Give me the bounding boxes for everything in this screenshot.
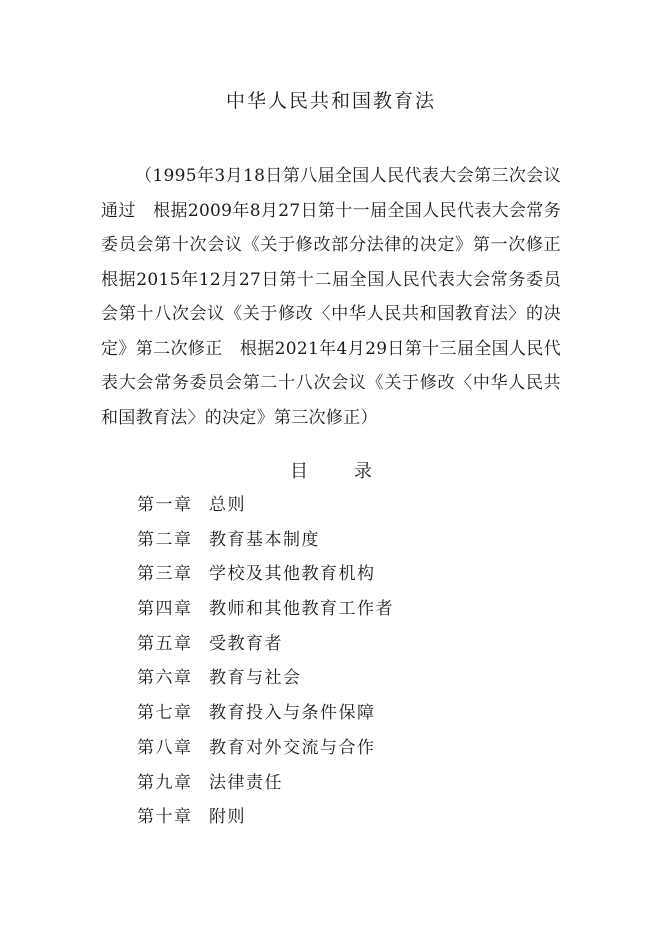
chapter-number: 第十章 xyxy=(137,807,193,828)
chapter-title: 受教育者 xyxy=(209,633,283,654)
chapter-title: 教育基本制度 xyxy=(209,529,320,550)
toc-heading-char-1: 目 xyxy=(290,461,308,482)
chapter-title: 教育对外交流与合作 xyxy=(209,737,376,758)
chapter-number: 第七章 xyxy=(137,703,193,724)
chapter-number: 第九章 xyxy=(137,772,193,793)
chapter-number: 第四章 xyxy=(137,599,193,620)
document-title: 中华人民共和国教育法 xyxy=(225,90,436,112)
preamble-paragraph: （1995年3月18日第八届全国人民代表大会第三次会议通过 根据2009年8月27日第十一届全国人民代表大会常务委员会第十次会议《关于修改部分法律的决定》第一次修正 根据2015年12月27日第十二届全国人民代表大会常务委员会第十八次会议《关于修改〈中华人民共和国教育法〉的决定》第二次修正 根据2021年4月29日第十三届全国人民代表大会常务委员会第二十八次会议《关于修改〈中华人民共和国教育法〉的决定》第三次修正） xyxy=(101,166,579,428)
chapter-number: 第八章 xyxy=(137,737,193,758)
chapter-title: 附则 xyxy=(209,807,246,828)
chapter-number: 第一章 xyxy=(137,495,193,515)
chapter-number: 第二章 xyxy=(137,529,193,550)
toc-item xyxy=(137,493,394,528)
toc-item xyxy=(137,805,394,840)
chapter-title: 学校及其他教育机构 xyxy=(209,564,376,585)
table-of-contents xyxy=(137,493,394,840)
chapter-number: 第五章 xyxy=(137,633,193,654)
chapter-title: 教育与社会 xyxy=(209,668,302,689)
toc-item xyxy=(137,597,394,632)
chapter-title: 总则 xyxy=(209,495,246,515)
toc-item xyxy=(137,562,394,597)
toc-item xyxy=(137,528,394,563)
chapter-number: 第六章 xyxy=(137,668,193,689)
chapter-title: 教育投入与条件保障 xyxy=(209,703,376,724)
chapter-title: 法律责任 xyxy=(209,772,283,793)
toc-item xyxy=(137,736,394,771)
toc-item xyxy=(137,771,394,806)
toc-item xyxy=(137,701,394,736)
toc-heading-char-2: 录 xyxy=(354,461,372,482)
chapter-number: 第三章 xyxy=(137,564,193,585)
toc-heading xyxy=(0,457,662,483)
toc-item xyxy=(137,632,394,667)
toc-item xyxy=(137,666,394,701)
chapter-title: 教师和其他教育工作者 xyxy=(209,599,394,620)
